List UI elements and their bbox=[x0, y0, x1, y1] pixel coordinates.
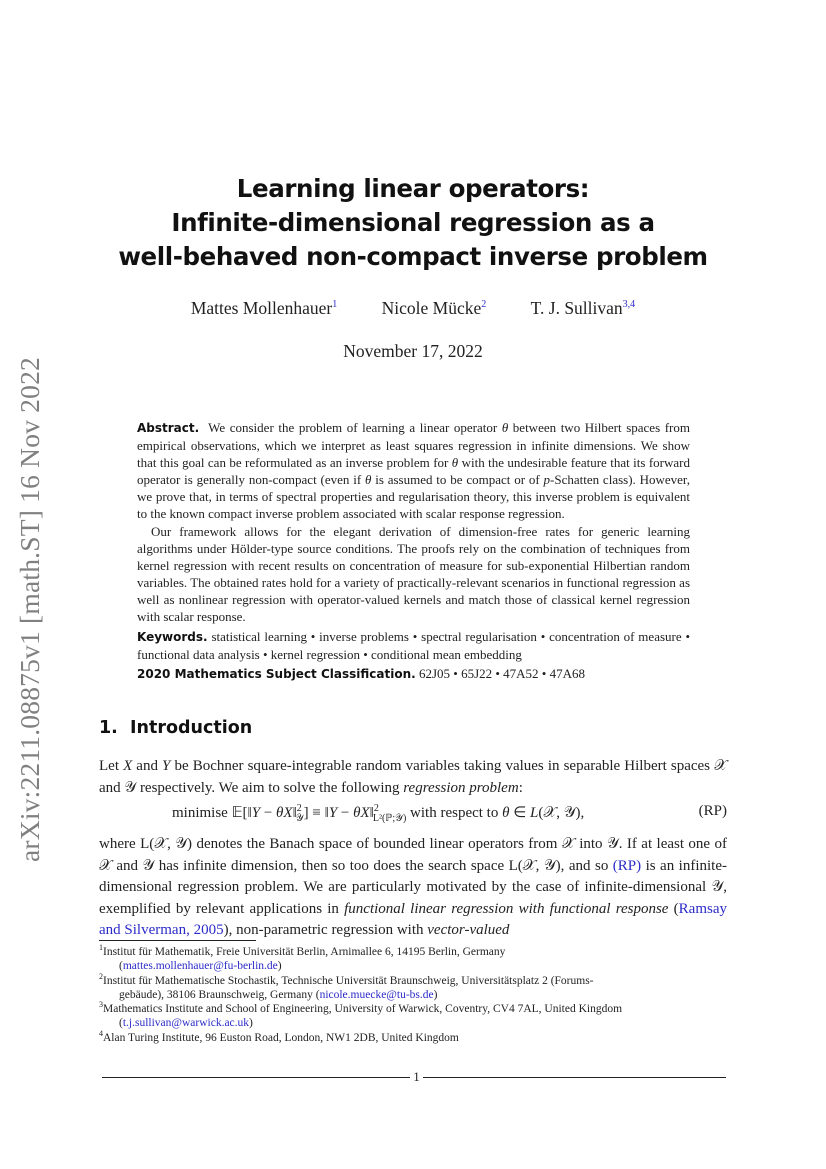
emphasis: vector-valued bbox=[427, 922, 510, 939]
body-text: : bbox=[518, 779, 523, 796]
abstract-paragraph-2: Our framework allows for the elegant derivation of dimension-free rates for generic learning algorithms under Hölder-type source conditions. The proofs rely on the combination of techniques from kernel regression with recent results on concentration of measure for sub-exponential Hilbertian random variables. The obtained rates hold for a variety of practically-relevant scenarios in functional regression as well as nonlinear regression with operator-valued kernels and match those of classical kernel regression with scalar response. bbox=[137, 523, 690, 625]
math-calX: 𝒳 bbox=[714, 758, 727, 774]
abstract-text: between two Hilbert spaces from empirical observations, which we interpret as least squares regression in infinite dimensions. We show that this goal can be reformulated as an inverse problem for bbox=[137, 420, 690, 471]
math-calY: 𝒴 bbox=[606, 836, 619, 852]
abstract-text: with the undesirable feature that its forward operator is generally non-compact (even if bbox=[137, 455, 690, 488]
msc-label: 2020 Mathematics Subject Classification. bbox=[137, 667, 416, 682]
affiliation-link[interactable]: 1 bbox=[332, 299, 338, 311]
body-text: . If at least one of bbox=[618, 836, 727, 852]
math-calY: 𝒴 bbox=[124, 779, 137, 796]
page-footer bbox=[99, 1069, 727, 1085]
citation-link[interactable]: Ramsay and Silverman, 2005 bbox=[99, 900, 727, 939]
body-text: and bbox=[99, 779, 125, 796]
footnote-text: Institut für Mathematische Stochastik, Technische Universität Braunschweig, Universitätsplatz 2 (Forums- bbox=[103, 974, 594, 987]
math-X: X bbox=[123, 758, 133, 774]
math-p: p bbox=[543, 472, 551, 488]
emphasis: regression problem bbox=[403, 779, 519, 796]
footnote-2: $^2$Institut für Mathematische Stochastik, Technische Universität Braunschweig, Universitätsplatz 2 (Forums- gebäude), 38106 Braunschweig, Germany (nicole.muecke@tu-bs.de) bbox=[99, 971, 594, 1001]
abstract-text: is assumed to be compact or of bbox=[371, 472, 544, 488]
affiliation-link[interactable]: 2 bbox=[481, 299, 487, 311]
footnote-mark: 3 bbox=[99, 1000, 103, 1010]
author-list bbox=[60, 298, 766, 319]
author bbox=[191, 298, 337, 319]
abstract-text: -Schatten class). However, we prove that, in terms of spectral properties and regularisation theory, this inverse problem is equivalent to the known compact inverse problem associated with scalar response regression. bbox=[137, 472, 690, 522]
footnote-mark: 4 bbox=[99, 1028, 103, 1038]
body-text: has infinite dimension, then so too does the search space bbox=[154, 857, 509, 874]
equation-label: (RP) bbox=[698, 803, 727, 819]
paper-title bbox=[60, 172, 766, 274]
footnote-text: Alan Turing Institute, 96 Euston Road, London, NW1 2DB, United Kingdom bbox=[103, 1031, 459, 1044]
footnote-divider bbox=[99, 940, 256, 941]
keywords-list: statistical learning • inverse problems • spectral regularisation • concentration of measure • functional data analysis • kernel regression • conditional mean embedding bbox=[137, 629, 691, 663]
keywords-label: Keywords. bbox=[137, 630, 208, 645]
title-line-1: Learning linear operators: bbox=[236, 174, 590, 203]
author-name: T. J. Sullivan bbox=[530, 298, 623, 318]
keywords bbox=[137, 628, 690, 663]
footnotes bbox=[99, 945, 727, 1045]
affiliation-link[interactable]: 3,4 bbox=[622, 299, 636, 311]
abstract-label: Abstract. bbox=[137, 421, 200, 435]
equation-reference-link[interactable]: (RP) bbox=[612, 857, 642, 874]
section-number: 1. bbox=[99, 718, 118, 738]
msc-classification bbox=[137, 665, 690, 683]
math-theta: θ bbox=[501, 420, 509, 435]
body-text: , and so bbox=[560, 857, 613, 874]
email-link[interactable]: mattes.mollenhauer@fu-berlin.de bbox=[122, 960, 278, 973]
author-name: Mattes Mollenhauer bbox=[190, 298, 333, 318]
msc-codes: 62J05 • 65J22 • 47A52 • 47A68 bbox=[418, 666, 586, 682]
math-theta: θ bbox=[451, 455, 459, 471]
body-text: denotes the Banach space of bounded linear operators from bbox=[192, 836, 562, 852]
equation-body: minimise 𝔼[‖Y − θX‖$^2_𝒴$] ≡ ‖Y − θX‖$^2_{L^2(ℙ;𝒴)}$ with respect to θ ∈ L(𝒳, 𝒴), bbox=[172, 803, 585, 824]
body-text: respectively. We aim to solve the following bbox=[136, 779, 404, 796]
math-calY: 𝒴 bbox=[142, 857, 155, 874]
math-calX: 𝒳 bbox=[99, 857, 112, 874]
email-link[interactable]: t.j.sullivan@warwick.ac.uk bbox=[122, 1017, 250, 1030]
body-text: into bbox=[574, 836, 607, 852]
footer-rule-right bbox=[423, 1077, 726, 1078]
body-text: Let bbox=[99, 758, 124, 774]
publication-date: November 17, 2022 bbox=[343, 341, 483, 361]
body-text: , exemplified by relevant applications in bbox=[99, 879, 727, 917]
footnote-mark: 1 bbox=[99, 943, 103, 953]
title-line-2: Infinite-dimensional regression as a bbox=[171, 208, 655, 237]
intro-paragraph-2 bbox=[99, 834, 727, 942]
arxiv-identifier-stamp: arXiv:2211.08875v1 [math.ST] 16 Nov 2022 bbox=[14, 357, 45, 862]
footnote-mark: 2 bbox=[99, 971, 103, 981]
math-calY: 𝒴 bbox=[711, 879, 724, 896]
body-text: ), non-parametric regression with bbox=[223, 922, 428, 939]
author bbox=[531, 298, 636, 319]
math-Y: Y bbox=[162, 758, 171, 774]
footnote-3: $^3$Mathematics Institute and School of Engineering, University of Warwick, Coventry, CV4 7AL, United Kingdom (t.j.sullivan@warwick.ac.uk) bbox=[99, 1000, 623, 1030]
author bbox=[382, 298, 487, 319]
page-number: 1 bbox=[413, 1069, 420, 1084]
footer-rule-left bbox=[102, 1077, 410, 1078]
footnote-text: Mathematics Institute and School of Engineering, University of Warwick, Coventry, CV4 7AL, United Kingdom bbox=[103, 1003, 623, 1016]
author-name: Nicole Mücke bbox=[381, 298, 482, 318]
body-text: be Bochner square-integrable random variables taking values in separable Hilbert spaces bbox=[170, 758, 715, 774]
abstract bbox=[137, 419, 690, 683]
math-theta: θ bbox=[364, 472, 372, 488]
body-text: and bbox=[111, 857, 143, 874]
math-calX: 𝒳 bbox=[561, 836, 575, 852]
body-text: and bbox=[132, 758, 163, 774]
email-link[interactable]: nicole.muecke@tu-bs.de bbox=[319, 988, 434, 1001]
footnote-text: Institut für Mathematik, Freie Universität Berlin, Arnimallee 6, 14195 Berlin, Germany bbox=[103, 946, 506, 958]
section-title: Introduction bbox=[130, 718, 253, 738]
section-heading bbox=[99, 718, 252, 738]
abstract-paragraph-1 bbox=[137, 419, 690, 523]
footnote-4 bbox=[99, 1028, 727, 1045]
title-line-3: well-behaved non-compact inverse problem bbox=[118, 242, 708, 271]
body-text: is an infinite-dimensional regression problem. We are particularly motivated by the case of infinite-dimensional bbox=[99, 857, 727, 896]
emphasis: functional linear regression with functional response bbox=[344, 900, 669, 917]
equation-rp bbox=[99, 803, 727, 825]
math-LXY: L(𝒳, 𝒴) bbox=[508, 857, 561, 874]
abstract-text: We consider the problem of learning a linear operator bbox=[208, 420, 502, 435]
intro-paragraph-1 bbox=[99, 756, 727, 799]
body-text: ( bbox=[668, 900, 679, 917]
body-text: where bbox=[99, 836, 141, 852]
footnote-text: gebäude), 38106 Braunschweig, Germany ( bbox=[119, 988, 320, 1001]
footnote-1: $^1$Institut für Mathematik, Freie Universität Berlin, Arnimallee 6, 14195 Berlin, Germany (mattes.mollenhauer@fu-berlin.de) bbox=[99, 943, 506, 973]
math-LXY: L(𝒳, 𝒴) bbox=[140, 836, 193, 852]
